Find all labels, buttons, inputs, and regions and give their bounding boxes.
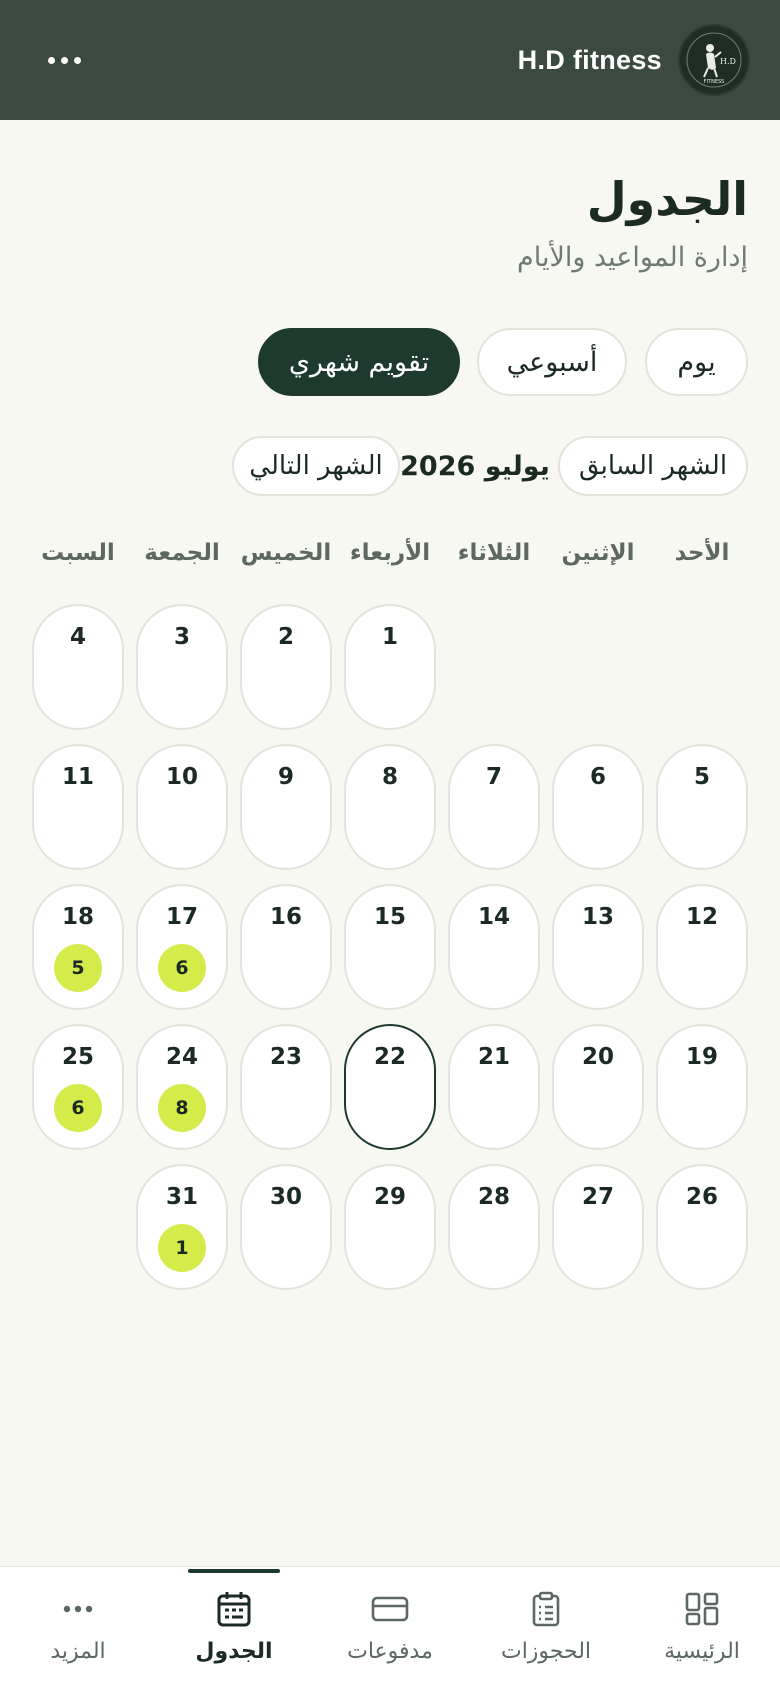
appointment-count-badge: 1 [158,1224,206,1272]
day-number: 16 [269,904,302,930]
calendar-day[interactable] [344,604,436,730]
calendar-day[interactable] [32,744,124,870]
appointment-count-badge: 6 [54,1084,102,1132]
calendar-day[interactable] [136,884,228,1010]
calendar-day[interactable] [656,884,748,1010]
day-number: 10 [165,764,198,790]
day-number: 29 [373,1184,406,1210]
calendar-day[interactable] [32,884,124,1010]
calendar-day[interactable] [344,744,436,870]
calendar-day[interactable] [136,744,228,870]
calendar-day[interactable] [448,1024,540,1150]
more-dots-icon[interactable] [44,47,85,74]
calendar-day[interactable] [552,1024,644,1150]
day-number: 3 [173,624,190,650]
day-number: 12 [685,904,718,930]
day-number: 6 [589,764,606,790]
weekday-thursday: الخميس [240,540,332,566]
clipboard-icon [526,1589,566,1629]
brand [518,24,750,96]
weekday-monday: الإثنين [561,540,635,566]
nav-payments-label: مدفوعات [347,1639,433,1664]
day-number: 27 [581,1184,614,1210]
month-navigation [0,436,780,496]
top-app-bar [0,0,780,120]
next-month-button[interactable]: الشهر التالي [232,436,400,496]
day-number: 18 [61,904,94,930]
day-number: 26 [685,1184,718,1210]
day-number: 22 [373,1044,406,1070]
nav-payments[interactable] [312,1567,468,1688]
current-month-label: يوليو 2026 [400,450,550,482]
tab-day[interactable]: يوم [645,328,748,396]
weekday-wednesday: الأربعاء [349,540,431,566]
calendar-day[interactable] [136,1024,228,1150]
bottom-navigation [0,1566,780,1688]
calendar-day[interactable] [240,604,332,730]
nav-schedule-label: الجدول [195,1639,273,1664]
calendar-day[interactable] [448,744,540,870]
brand-logo [678,24,750,96]
calendar-day[interactable] [240,744,332,870]
calendar-day[interactable] [656,744,748,870]
svg-text:H.D: H.D [720,57,736,66]
day-number: 17 [165,904,198,930]
calendar-day[interactable] [344,1164,436,1290]
day-number: 31 [165,1184,198,1210]
nav-schedule[interactable] [156,1567,312,1688]
tab-month-calendar[interactable]: تقويم شهري [258,328,460,396]
calendar-day[interactable] [136,1164,228,1290]
calendar-day[interactable] [552,884,644,1010]
calendar-day[interactable] [240,1024,332,1150]
calendar-day[interactable] [656,1164,748,1290]
day-number: 20 [581,1044,614,1070]
day-number: 30 [269,1184,302,1210]
weekday-sunday: الأحد [674,540,730,566]
appointment-count-badge: 8 [158,1084,206,1132]
logo-emblem-icon [684,30,744,90]
day-number: 11 [61,764,94,790]
calendar-day[interactable] [240,1164,332,1290]
previous-month-button[interactable]: الشهر السابق [558,436,748,496]
view-tabs [0,328,780,396]
day-number: 1 [381,624,398,650]
calendar-day[interactable] [552,744,644,870]
nav-home[interactable] [624,1567,780,1688]
weekday-tuesday: الثلاثاء [457,540,531,566]
day-number: 7 [485,764,502,790]
tab-week[interactable]: أسبوعي [477,328,627,396]
card-icon [370,1589,410,1629]
appointment-count-badge: 5 [54,944,102,992]
day-number: 13 [581,904,614,930]
day-number: 9 [277,764,294,790]
nav-more-label: المزيد [50,1639,106,1664]
nav-more[interactable] [0,1567,156,1688]
weekday-friday: الجمعة [144,540,220,566]
calendar-day[interactable] [448,884,540,1010]
calendar-day[interactable] [32,604,124,730]
nav-home-label: الرئيسية [664,1639,740,1664]
brand-name: H.D fitness [517,44,662,75]
day-number: 5 [693,764,710,790]
calendar-day[interactable] [344,1024,436,1150]
weekday-header [0,540,780,580]
day-number: 28 [477,1184,510,1210]
appointment-count-badge: 6 [158,944,206,992]
day-number: 15 [373,904,406,930]
grid-icon [682,1589,722,1629]
weekday-saturday: السبت [41,540,115,566]
day-number: 23 [269,1044,302,1070]
page-title: الجدول [586,172,748,226]
day-number: 8 [381,764,398,790]
calendar-icon [214,1589,254,1629]
day-number: 4 [69,624,86,650]
day-number: 21 [477,1044,510,1070]
page-subtitle: إدارة المواعيد والأيام [517,242,748,273]
day-number: 24 [165,1044,198,1070]
calendar-day[interactable] [136,604,228,730]
calendar-day[interactable] [552,1164,644,1290]
calendar-day[interactable] [32,1024,124,1150]
day-number: 25 [61,1044,94,1070]
nav-bookings[interactable] [468,1567,624,1688]
more-dots-icon [58,1589,98,1629]
day-number: 2 [277,624,294,650]
day-number: 19 [685,1044,718,1070]
calendar-day[interactable] [656,1024,748,1150]
day-number: 14 [477,904,510,930]
calendar-day[interactable] [240,884,332,1010]
nav-bookings-label: الحجوزات [500,1639,592,1664]
svg-text:FITNESS: FITNESS [703,79,725,85]
calendar-day[interactable] [344,884,436,1010]
calendar-day[interactable] [448,1164,540,1290]
